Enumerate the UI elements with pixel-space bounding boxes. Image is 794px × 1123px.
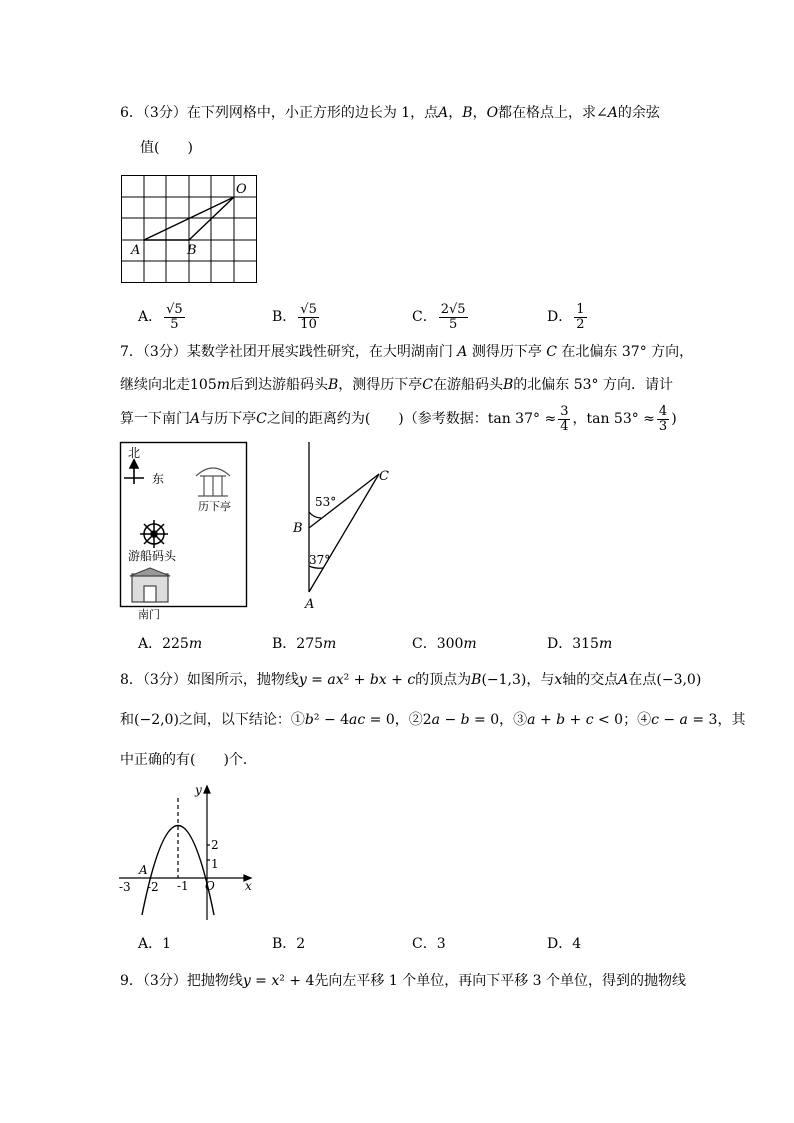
q6-option-d-letter: D．	[547, 309, 573, 325]
q6-option-c[interactable]	[412, 302, 470, 332]
q7-angle-53: 53°	[315, 495, 337, 509]
q8-stem-line3: 中正确的有( )个．	[120, 752, 257, 768]
q6-option-b[interactable]	[272, 302, 321, 332]
q8-stem-line2: 和(−2,0)之间，以下结论：①𝑏² − 4𝑎𝑐 = 0，②2𝑎 − 𝑏 = 0，③𝑎 + 𝑏 + 𝑐 < 0；④𝑐 − 𝑎 = 3，其	[120, 712, 746, 728]
q7-map-figure	[118, 440, 250, 624]
q7-angle-diagram	[285, 440, 405, 612]
q7-stem-line3-c: )	[671, 411, 677, 427]
q6-stem-line2: 值( )	[140, 140, 193, 156]
q7-stem-line3	[120, 402, 677, 436]
q7-ref1-num: 3	[560, 403, 569, 419]
q7-option-d[interactable]: D．315𝑚	[547, 636, 613, 652]
q7-option-b[interactable]: B．275𝑚	[272, 636, 337, 652]
q6-grid-figure	[115, 172, 265, 287]
q7-stem-line3-a: 算一下南门𝐴与历下亭𝐶之间的距离约为( )（参考数据：tan 37° ≈	[120, 411, 557, 427]
q8-tick-2: 2	[211, 838, 219, 852]
q6-label-A: A	[131, 243, 141, 258]
q6-option-b-letter: B．	[272, 309, 297, 325]
q7-stem-line1: 7．（3分）某数学社团开展实践性研究，在大明湖南门 𝐴 测得历下亭 𝐶 在北偏东 37° 方向，	[120, 344, 694, 360]
q8-option-c[interactable]: C．3	[412, 936, 446, 952]
q6-option-c-letter: C．	[412, 309, 437, 325]
q8-tick-1: 1	[211, 857, 219, 871]
q6-option-d-num: 1	[576, 301, 585, 317]
q7-map-east: 东	[152, 472, 165, 486]
q7-stem-line2: 继续向北走105𝑚后到达游船码头𝐵，测得历下亭𝐶在游船码头𝐵的北偏东 53° 方向．请计	[120, 377, 673, 393]
q6-label-O: O	[236, 182, 247, 197]
q6-option-d-den: 2	[576, 316, 585, 332]
q7-option-a[interactable]: A．225𝑚	[138, 636, 203, 652]
q7-map-gate: 南门	[138, 608, 160, 621]
q8-tick-m1: -1	[177, 879, 189, 893]
q6-option-a-den: 5	[170, 316, 179, 332]
q6-option-a[interactable]	[138, 302, 187, 332]
q6-option-a-letter: A．	[138, 309, 163, 325]
q6-stem-line1: 6．（3分）在下列网格中，小正方形的边长为 1，点𝐴，𝐵，𝑂都在格点上，求∠𝐴的余弦	[120, 105, 660, 121]
q7-map-pavilion: 历下亭	[198, 500, 231, 513]
q7-map-north: 北	[128, 446, 141, 460]
q7-option-c[interactable]: C．300𝑚	[412, 636, 477, 652]
q8-parabola-graph	[115, 780, 260, 925]
q8-stem-line1: 8．（3分）如图所示，抛物线𝑦 = 𝑎𝑥² + 𝑏𝑥 + 𝑐的顶点为𝐵(−1,3)，与𝑥轴的交点𝐴在点(−3,0)	[120, 672, 702, 688]
q6-option-b-num: √5	[300, 301, 317, 317]
q6-option-c-den: 5	[448, 316, 458, 332]
gate-icon	[130, 568, 170, 602]
compass-arrow-icon	[124, 460, 144, 484]
q8-tick-m2: -2	[147, 880, 159, 894]
pavilion-icon	[196, 468, 230, 496]
q8-origin: O	[205, 879, 215, 893]
q9-stem-line1: 9．（3分）把抛物线𝑦 = 𝑥² + 4先向左平移 1 个单位，再向下平移 3 个单位，得到的抛物线	[120, 973, 687, 989]
q7-ref1-den: 4	[560, 418, 569, 434]
q7-ref2-num: 4	[658, 403, 668, 419]
q8-axis-x: x	[245, 879, 252, 893]
q8-label-A: A	[139, 863, 148, 877]
q8-option-d[interactable]: D．4	[547, 936, 582, 952]
q8-option-b[interactable]: B．2	[272, 936, 306, 952]
q8-option-a[interactable]: A．1	[138, 936, 172, 952]
q6-label-B: B	[187, 243, 197, 258]
q6-option-c-num: 2√5	[440, 301, 466, 317]
q8-tick-m3: -3	[119, 880, 131, 894]
q7-label-A: A	[305, 597, 315, 612]
q6-option-a-num: √5	[166, 301, 183, 317]
q7-map-pier: 游船码头	[128, 549, 177, 563]
q6-option-b-den: 10	[300, 316, 317, 332]
q8-axis-y: y	[195, 783, 202, 797]
q6-option-d[interactable]	[547, 302, 589, 332]
q7-ref2-den: 3	[658, 418, 668, 434]
q7-angle-37: 37°	[309, 553, 331, 567]
q7-label-C: C	[379, 469, 389, 484]
q7-stem-line3-b: ，tan 53° ≈	[572, 411, 655, 427]
q7-label-B: B	[293, 521, 303, 536]
ship-wheel-icon	[140, 520, 168, 548]
